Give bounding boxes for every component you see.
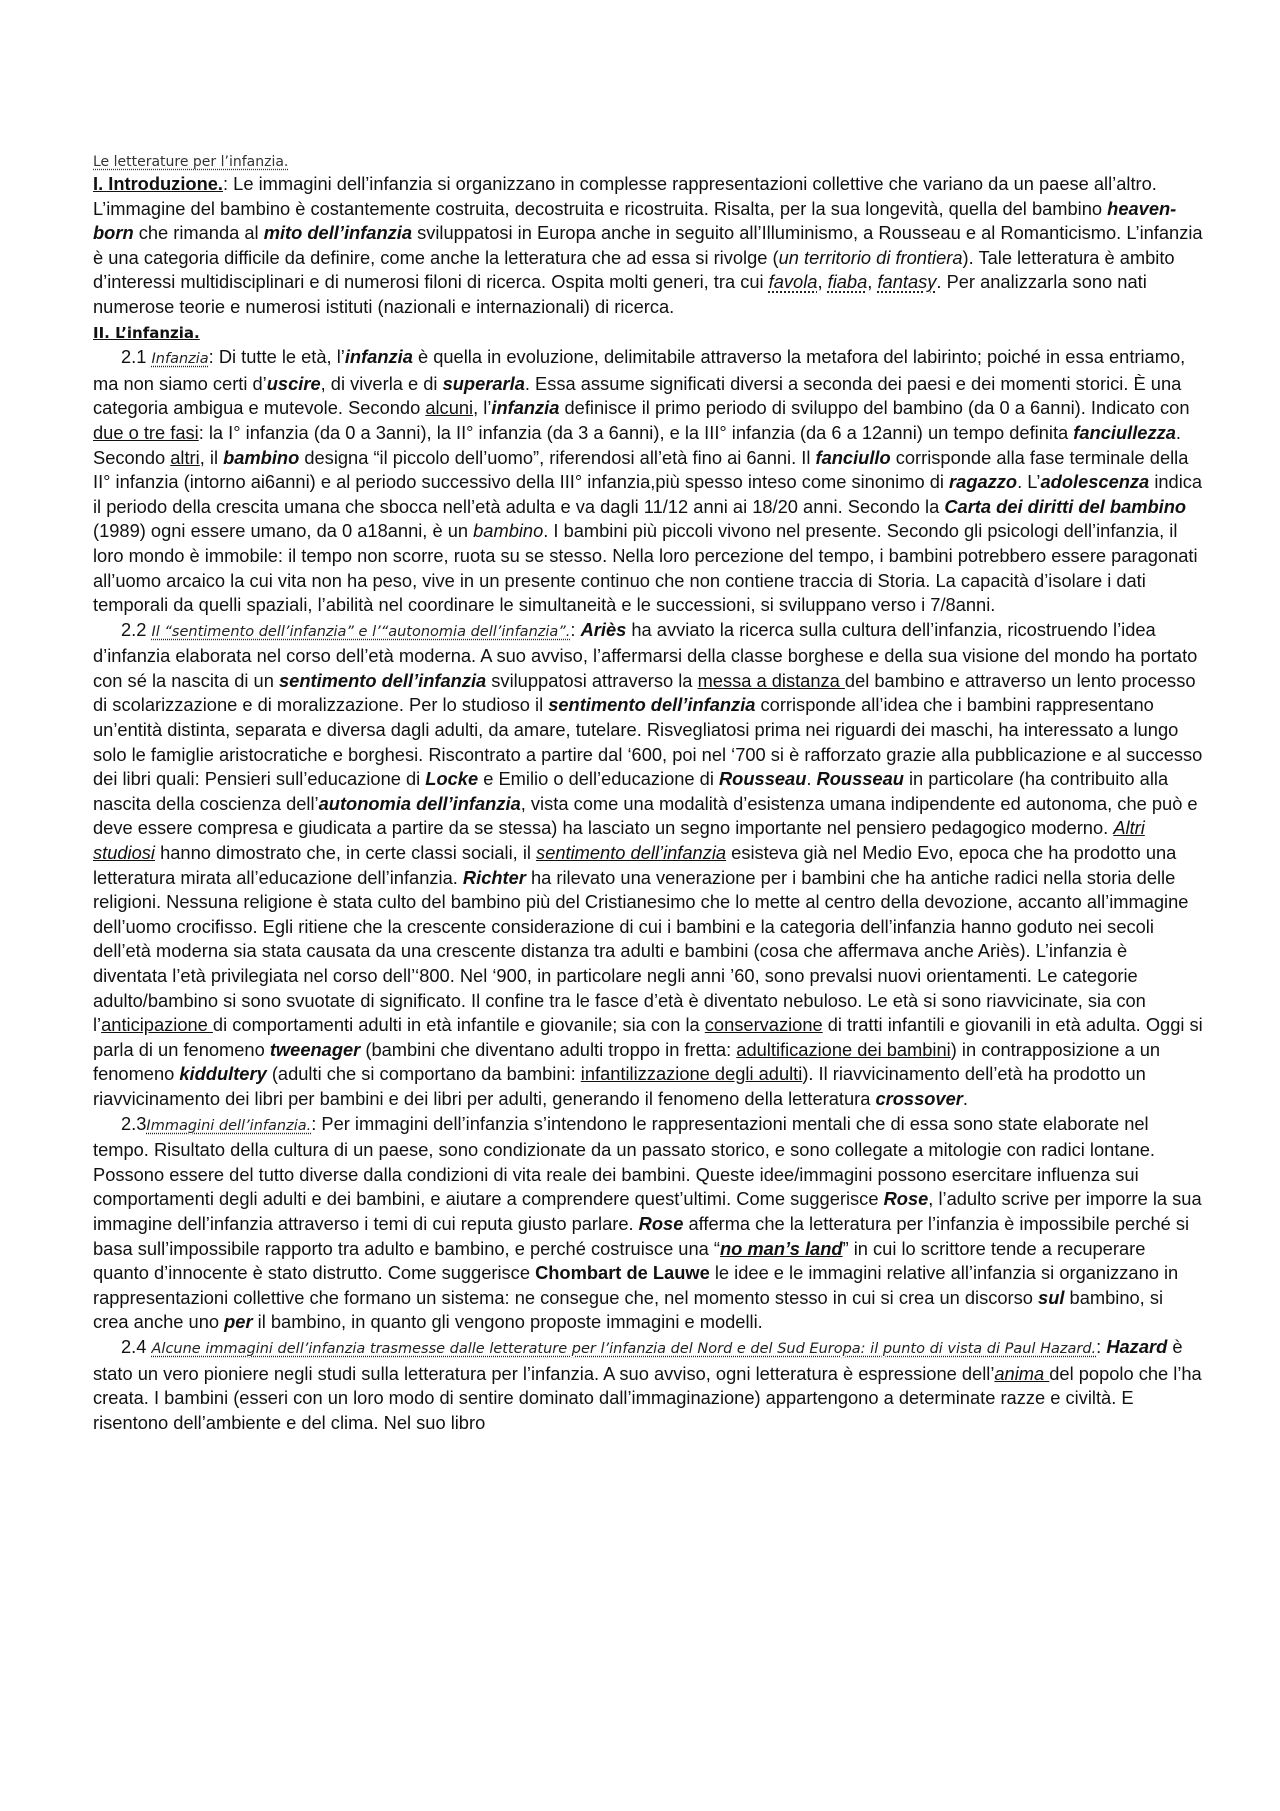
text-run: è stato un vero pioniere negli studi sulla letteratura per l’infanzia. A suo avviso, ogni letteratura è espressione dell’ xyxy=(93,1335,1183,1384)
emphasis: Rose xyxy=(638,1212,684,1234)
emphasis: infanzia xyxy=(344,346,413,368)
emphasis: Rousseau xyxy=(718,768,807,790)
text-run: (1989) ogni essere umano, da 0 a18anni, è un xyxy=(93,520,474,542)
text-run: sviluppatosi attraverso la xyxy=(486,669,698,691)
subsection-title: Infanzia xyxy=(151,351,209,368)
emphasis: Rose xyxy=(883,1188,929,1210)
section-heading-introduzione: I. Introduzione. xyxy=(93,173,223,194)
emphasis: sentimento dell’infanzia xyxy=(548,694,756,716)
subsection-2-2 xyxy=(93,618,1203,1112)
text-run: , di viverla e di xyxy=(320,372,443,394)
emphasis: un territorio di frontiera xyxy=(778,246,963,268)
underlined-term: altri xyxy=(170,446,200,468)
emphasis: Ariès xyxy=(580,618,627,640)
emphasis: bambino xyxy=(223,446,300,468)
text-run: corrisponde alla fase terminale della II° infanzia (intorno ai6anni) e al periodo successivo della III° infanzia,più spesso inteso come sinonimo di xyxy=(93,446,1189,493)
underlined-term: Altri studiosi xyxy=(93,817,1145,864)
genre-term: favola xyxy=(768,271,818,293)
emphasis: Richter xyxy=(462,866,526,888)
document-title: Le letterature per l’infanzia. xyxy=(93,154,289,170)
text-run: di tratti infantili e giovanili in età adulta. Oggi si parla di un fenomeno xyxy=(93,1014,1203,1060)
text-run: , l’adulto scrive per imporre la sua immagine dell’infanzia attraverso i temi di cui reputa giusto parlare. xyxy=(93,1188,1202,1234)
emphasis: ragazzo xyxy=(949,471,1018,493)
emphasis: fanciullezza xyxy=(1073,421,1176,443)
emphasis: adolescenza xyxy=(1040,471,1150,493)
emphasis: Hazard xyxy=(1106,1335,1168,1357)
emphasis: sul xyxy=(1038,1286,1065,1308)
underlined-term: anima xyxy=(994,1362,1050,1384)
text-run: : xyxy=(570,618,581,640)
text-run: . Secondo xyxy=(93,421,1181,468)
emphasis: fanciullo xyxy=(815,446,891,468)
text-run: , l’ xyxy=(473,397,492,419)
underlined-term: sentimento dell’infanzia xyxy=(536,842,727,864)
genre-term: fantasy xyxy=(877,271,937,293)
text-run: corrisponde all’idea che i bambini rappresentano un’entità distinta, separata e diversa dagli adulti, da amare, tutelare. Risvegliatosi prima nei riguardi dei maschi, ha interessato a lungo solo le famiglie aristocratiche e borghesi. Riscontrato a partire dal ‘600, poi nel ‘700 si è rafforzato grazie alla pubblicazione e al successo dei libri quali: Pensieri sull’educazione di xyxy=(93,694,1203,790)
subsection-title: Il “sentimento dell’infanzia” e l’“autonomia dell’infanzia”. xyxy=(151,623,571,640)
text-run: le idee e le immagini relative all’infanzia si organizzano in rappresentazioni collettive che formano un sistema: ne consegue che, nel momento stesso in cui si crea un discorso xyxy=(93,1262,1179,1308)
text-run: : Per immagini dell’infanzia s’intendono le rappresentazioni mentali che di essa sono state elaborate nel tempo. Risultato della cultura di un paese, sono condizionate da un passato storico, e sono collegate a mitologie con radici lontane. Possono essere del tutto diverse dalla condizioni di vita reale dei bambini. Queste idee/immagini possono esercitare influenza sui comportamenti degli adulti e dei bambini, e aiutare a comprendere quest’ultimi. Come suggerisce xyxy=(93,1112,1155,1210)
text-run: ” in cui lo scrittore tende a recuperare quanto d’innocente è stato distrutto. Come suggerisce xyxy=(93,1237,1146,1284)
text-run: e Emilio o dell’educazione di xyxy=(478,768,719,790)
text-run: , vista come una modalità d’esistenza umana indipendente ed autonoma, che può e deve essere compresa e giudicata a partire da se stessa) ha lasciato un segno importante nel pensiero pedagogico moderno. xyxy=(93,792,1198,839)
document-page xyxy=(93,152,1203,1435)
underlined-term: no man’s land xyxy=(719,1237,843,1259)
emphasis: superarla xyxy=(442,372,525,394)
text-run: . Per analizzarla sono nati numerose teorie e numerosi istituti (nazionali e internazionali) di ricerca. xyxy=(93,271,1147,317)
subsection-title: Immagini dell’infanzia. xyxy=(146,1117,312,1134)
text-run: ). Tale letteratura è ambito d’interessi multidisciplinari e di numerosi filoni di ricerca. Ospita molti generi, tra cui xyxy=(93,246,1175,293)
text-run: ha rilevato una venerazione per i bambini che ha antiche radici nella storia delle religioni. Nessuna religione è stata culto del bambino più del Cristianesimo che lo mette al centro della devozione, accanto all’immagine dell’uomo crocifisso. Egli ritiene che la crescente considerazione di cui i bambini e la categoria dell’infanzia hanno goduto nei secoli dell’età moderna sia stata causata da una crescente distanza tra adulti e bambini (cosa che affermava anche Ariès). L’infanzia è diventata l’età privilegiata nel corso dell’‘800. Nel ‘900, in particolare negli anni ’60, sono prevalsi nuovi orientamenti. Le categorie adulto/bambino si sono svuotate di significato. Il confine tra le fasce d’età è diventato nebuloso. Le età si sono riavvicinate, sia con l’ xyxy=(93,866,1189,1036)
text-run: ) in contrapposizione a un fenomeno xyxy=(93,1038,1161,1085)
underlined-term: alcuni xyxy=(425,397,474,419)
text-run: il bambino, in quanto gli vengono proposte immagini e modelli. xyxy=(252,1311,763,1333)
text-run: di comportamenti adulti in età infantile e giovanile; sia con la xyxy=(212,1014,705,1036)
subsection-2-1 xyxy=(93,345,1203,618)
text-run: . I bambini più piccoli vivono nel presente. Secondo gli psicologi dell’infanzia, il loro mondo è immobile: il tempo non scorre, ruota su se stesso. Nella loro percezione del tempo, i bambini potrebbero essere paragonati all’uomo arcaico la cui vita non ha peso, vive in un presente continuo che non contiene traccia di Storia. La capacità d’isolare i dati temporali da quelli spaziali, l’abilità nel coordinare le simultaneità e le successioni, si sviluppano verso i 7/8anni. xyxy=(93,520,1198,616)
emphasis: infanzia xyxy=(491,397,560,419)
subsection-2-3 xyxy=(93,1112,1203,1335)
emphasis: bambino xyxy=(473,520,544,542)
text-run: hanno dimostrato che, in certe classi sociali, il xyxy=(155,842,537,864)
section-2-heading-line xyxy=(93,320,1203,346)
text-run: designa “il piccolo dell’uomo”, riferendosi all’età fino ai 6anni. Il xyxy=(299,446,816,468)
text-run: ha avviato la ricerca sulla cultura dell’infanzia, ricostruendo l’idea d’infanzia elaborata nel corso dell’età moderna. A suo avviso, l’affermarsi della classe borghese e della sua visione del mondo ha portato con sé la nascita di un xyxy=(93,618,1198,691)
underlined-term: conservazione xyxy=(704,1014,823,1036)
text-run: ). Il riavvicinamento dell’età ha prodotto un riavvicinamento dei libri per bambini e dei libri per adulti, generando il fenomeno della letteratura xyxy=(93,1063,1146,1109)
emphasis: autonomia dell’infanzia xyxy=(318,792,521,814)
underlined-term: infantilizzazione degli adulti xyxy=(580,1063,803,1085)
text-run: afferma che la letteratura per l’infanzia è impossibile perché si basa sull’impossibile rapporto tra adulto e bambino, e perché costruisce una “ xyxy=(93,1212,1190,1259)
text-run: del bambino e attraverso un lento processo di scolarizzazione e di moralizzazione. Per lo studioso il xyxy=(93,669,1196,716)
text-run: in particolare (ha contribuito alla nascita della coscienza dell’ xyxy=(93,768,1169,814)
underlined-term: due o tre fasi xyxy=(93,421,199,443)
text-run: : Di tutte le età, l’ xyxy=(208,346,345,368)
text-run: bambino, si crea anche uno xyxy=(93,1286,1164,1333)
text-run: indica il periodo della crescita umana che sbocca nell’età adulta e va dagli 11/12 anni ai 18/20 anni. Secondo la xyxy=(93,471,1203,517)
text-run: che rimanda al xyxy=(133,222,264,244)
genre-term: fiaba xyxy=(827,271,868,293)
emphasis: Rousseau xyxy=(816,768,904,790)
subsection-number: 2.1 xyxy=(121,346,152,368)
text-run: , xyxy=(817,271,828,293)
emphasis: Carta dei diritti del bambino xyxy=(944,495,1187,517)
emphasis: tweenager xyxy=(269,1038,361,1060)
text-run: del popolo che l’ha creata. I bambini (esseri con un loro modo di sentire dominato dall’immaginazione) appartengono a determinate razze e civiltà. E risentono dell’ambiente e del clima. Nel suo libro xyxy=(93,1362,1202,1433)
text-run: (adulti che si comportano da bambini: xyxy=(266,1063,581,1085)
subsection-title: Alcune immagini dell’infanzia trasmesse dalle letterature per l’infanzia del Nord e del Sud Europa: il punto di vista di Paul Hazard. xyxy=(151,1340,1097,1357)
text-run: . xyxy=(962,1087,968,1109)
text-run: : Le immagini dell’infanzia si organizzano in complesse rappresentazioni collettive che variano da un paese all’altro. L’immagine del bambino è costantemente costruita, decostruita e ricostruita. Risalta, per la sua longevità, quella del bambino xyxy=(93,173,1157,219)
emphasis: crossover xyxy=(875,1087,963,1109)
emphasis: sentimento dell’infanzia xyxy=(278,669,487,691)
emphasis: uscire xyxy=(266,372,321,394)
text-run: . L’ xyxy=(1017,471,1041,493)
text-run: . Essa assume significati diversi a seconda dei paesi e dei momenti storici. È una categoria ambigua e mutevole. Secondo xyxy=(93,372,1182,419)
intro-paragraph xyxy=(93,172,1203,320)
text-run: , xyxy=(867,271,878,293)
text-run: (bambini che diventano adulti troppo in fretta: xyxy=(360,1038,737,1060)
subsection-number: 2.4 xyxy=(121,1335,152,1357)
text-run: definisce il primo periodo di sviluppo del bambino (da 0 a 6anni). Indicato con xyxy=(559,397,1190,419)
subsection-number: 2.2 xyxy=(121,618,152,640)
underlined-term: adultificazione dei bambini xyxy=(736,1038,951,1060)
emphasis: heaven-born xyxy=(93,197,1177,244)
text-run: . xyxy=(806,768,817,790)
text-run: sviluppatosi in Europa anche in seguito all’Illuminismo, a Rousseau e al Romanticismo. L’infanzia è una categoria difficile da definire, come anche la letteratura che ad essa si rivolge ( xyxy=(93,222,1203,268)
emphasis: Locke xyxy=(425,768,479,790)
text-run: , il xyxy=(199,446,224,468)
subsection-number: 2.3 xyxy=(121,1112,147,1134)
underlined-term: anticipazione xyxy=(101,1014,213,1036)
text-run: : xyxy=(1096,1335,1107,1357)
emphasis: Chombart de Lauwe xyxy=(535,1262,710,1284)
text-run: è quella in evoluzione, delimitabile attraverso la metafora del labirinto; poiché in essa entriamo, ma non siamo certi d’ xyxy=(93,346,1186,394)
subsection-2-4 xyxy=(93,1335,1203,1435)
underlined-term: messa a distanza xyxy=(697,669,845,691)
emphasis: mito dell’infanzia xyxy=(263,222,412,244)
text-run: esisteva già nel Medio Evo, epoca che ha prodotto una letteratura mirata all’educazione dell’infanzia. xyxy=(93,842,1177,888)
section-heading-infanzia: II. L’infanzia. xyxy=(93,323,200,342)
text-run: : la I° infanzia (da 0 a 3anni), la II° infanzia (da 3 a 6anni), e la III° infanzia (da 6 a 12anni) un tempo definita xyxy=(198,421,1074,443)
emphasis: per xyxy=(224,1311,253,1333)
emphasis: kiddultery xyxy=(179,1063,267,1085)
